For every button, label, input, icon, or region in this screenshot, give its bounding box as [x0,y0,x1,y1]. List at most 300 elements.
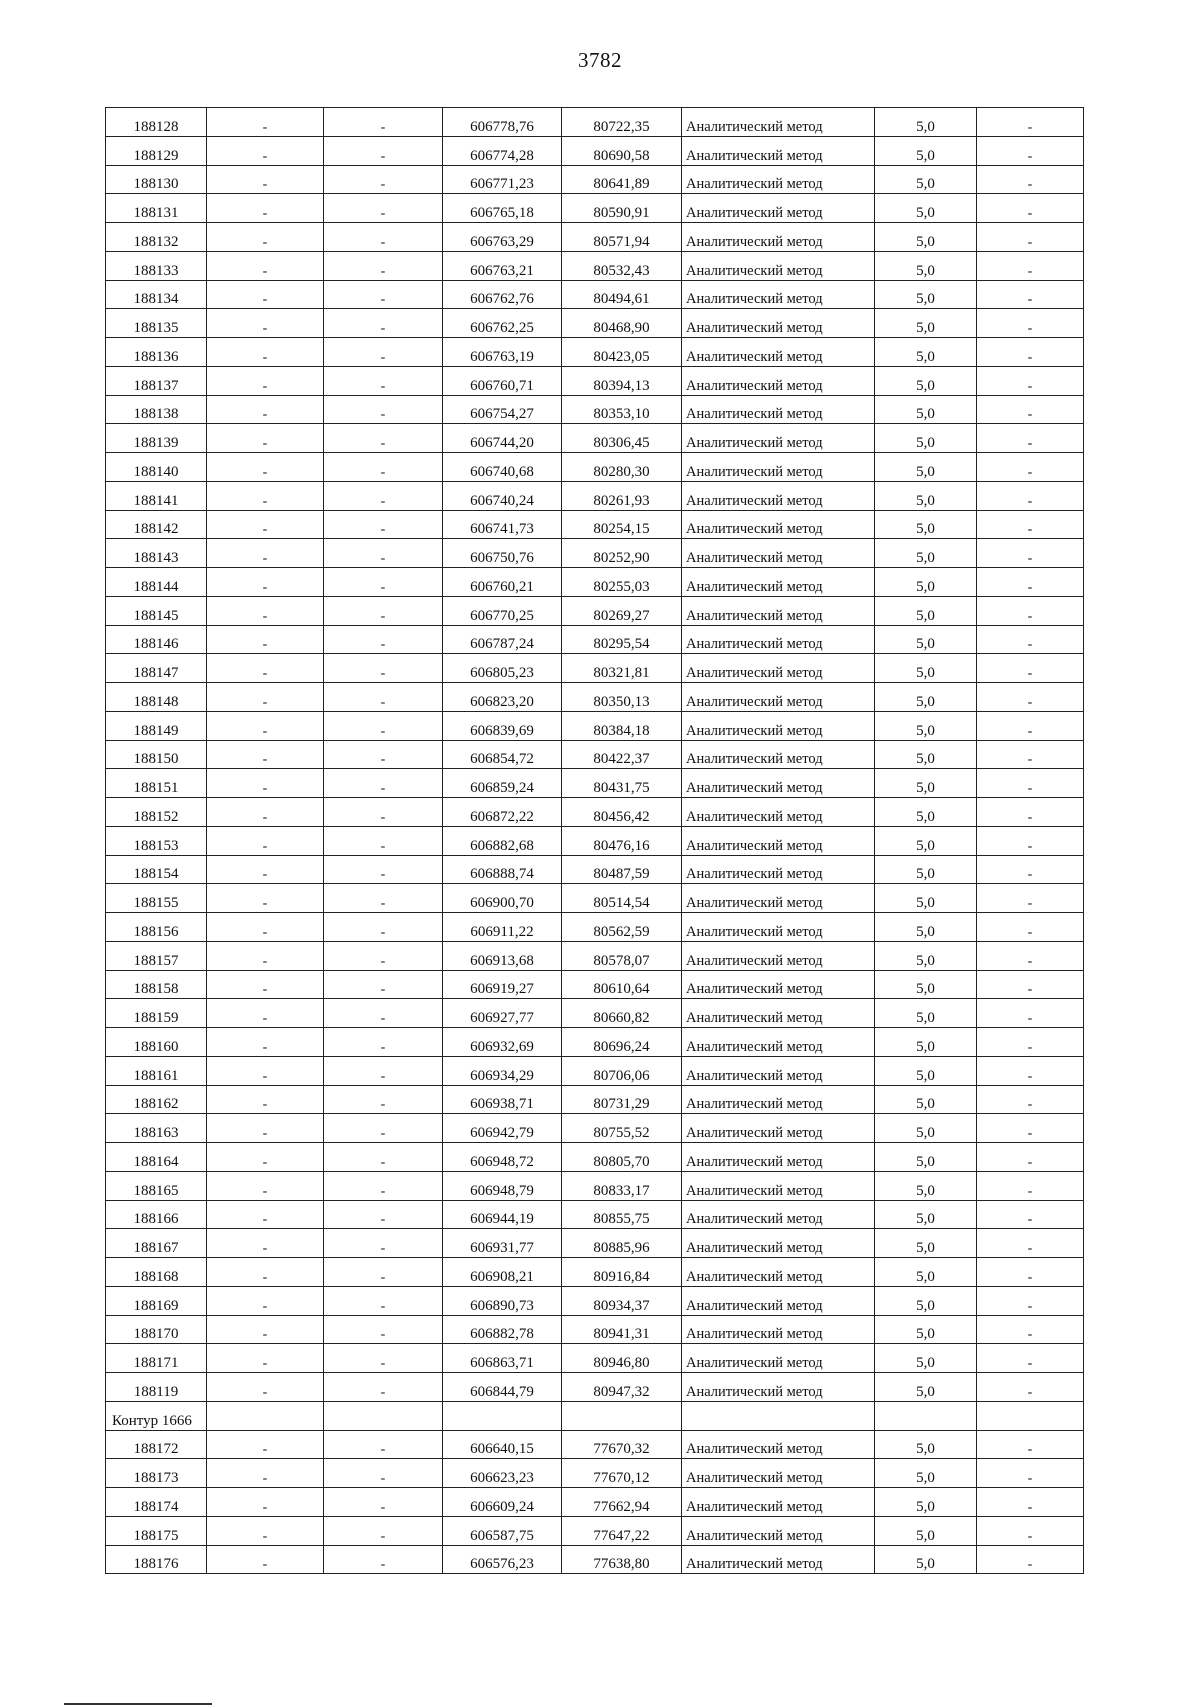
dash-cell: - [977,510,1084,539]
accuracy-cell: 5,0 [875,1114,977,1143]
accuracy-cell: 5,0 [875,1258,977,1287]
table-row [106,1488,1084,1517]
y-coordinate-cell: 80494,61 [562,280,682,309]
y-coordinate-cell: 80731,29 [562,1085,682,1114]
method-cell: Аналитический метод [682,913,875,942]
y-coordinate-cell: 80916,84 [562,1258,682,1287]
x-coordinate-cell: 606640,15 [443,1430,562,1459]
x-coordinate-cell: 606744,20 [443,424,562,453]
empty-cell [977,1401,1084,1430]
method-cell: Аналитический метод [682,1373,875,1402]
x-coordinate-cell: 606805,23 [443,654,562,683]
x-coordinate-cell: 606741,73 [443,510,562,539]
y-coordinate-cell: 80610,64 [562,970,682,999]
table-row [106,855,1084,884]
dash-cell: - [207,596,324,625]
x-coordinate-cell: 606882,68 [443,826,562,855]
accuracy-cell: 5,0 [875,999,977,1028]
accuracy-cell: 5,0 [875,798,977,827]
dash-cell: - [977,424,1084,453]
point-id-cell: 188168 [106,1258,207,1287]
dash-cell: - [977,711,1084,740]
dash-cell: - [977,1028,1084,1057]
dash-cell: - [207,1344,324,1373]
x-coordinate-cell: 606938,71 [443,1085,562,1114]
method-cell: Аналитический метод [682,1545,875,1574]
accuracy-cell: 5,0 [875,1171,977,1200]
point-id-cell: 188136 [106,338,207,367]
point-id-cell: 188134 [106,280,207,309]
dash-cell: - [207,108,324,137]
dash-cell: - [207,1459,324,1488]
table-row [106,1229,1084,1258]
point-id-cell: 188137 [106,366,207,395]
accuracy-cell: 5,0 [875,826,977,855]
dash-cell: - [207,366,324,395]
point-id-cell: 188156 [106,913,207,942]
dash-cell: - [977,683,1084,712]
x-coordinate-cell: 606872,22 [443,798,562,827]
dash-cell: - [977,855,1084,884]
dash-cell: - [207,338,324,367]
table-row [106,1200,1084,1229]
dash-cell: - [207,999,324,1028]
dash-cell: - [977,1056,1084,1085]
dash-cell: - [207,913,324,942]
dash-cell: - [207,826,324,855]
dash-cell: - [977,1344,1084,1373]
dash-cell: - [207,424,324,453]
accuracy-cell: 5,0 [875,1344,977,1373]
y-coordinate-cell: 80941,31 [562,1315,682,1344]
dash-cell: - [977,596,1084,625]
dash-cell: - [324,309,443,338]
table-row [106,970,1084,999]
dash-cell: - [324,539,443,568]
dash-cell: - [977,798,1084,827]
dash-cell: - [207,568,324,597]
table-row [106,625,1084,654]
accuracy-cell: 5,0 [875,1545,977,1574]
dash-cell: - [324,884,443,913]
table-row [106,481,1084,510]
y-coordinate-cell: 80476,16 [562,826,682,855]
point-id-cell: 188119 [106,1373,207,1402]
y-coordinate-cell: 80394,13 [562,366,682,395]
point-id-cell: 188129 [106,136,207,165]
coordinates-table-body [106,108,1084,1574]
dash-cell: - [977,223,1084,252]
x-coordinate-cell: 606888,74 [443,855,562,884]
table-row [106,1286,1084,1315]
point-id-cell: 188164 [106,1143,207,1172]
dash-cell: - [324,999,443,1028]
method-cell: Аналитический метод [682,510,875,539]
method-cell: Аналитический метод [682,884,875,913]
dash-cell: - [207,1488,324,1517]
dash-cell: - [977,1373,1084,1402]
dash-cell: - [324,1315,443,1344]
dash-cell: - [324,826,443,855]
dash-cell: - [324,395,443,424]
y-coordinate-cell: 80350,13 [562,683,682,712]
dash-cell: - [977,338,1084,367]
x-coordinate-cell: 606890,73 [443,1286,562,1315]
dash-cell: - [324,1488,443,1517]
dash-cell: - [324,683,443,712]
x-coordinate-cell: 606576,23 [443,1545,562,1574]
dash-cell: - [977,1430,1084,1459]
y-coordinate-cell: 80269,27 [562,596,682,625]
y-coordinate-cell: 80855,75 [562,1200,682,1229]
dash-cell: - [207,769,324,798]
x-coordinate-cell: 606787,24 [443,625,562,654]
accuracy-cell: 5,0 [875,1373,977,1402]
method-cell: Аналитический метод [682,941,875,970]
point-id-cell: 188175 [106,1516,207,1545]
table-row [106,1114,1084,1143]
x-coordinate-cell: 606740,24 [443,481,562,510]
method-cell: Аналитический метод [682,1286,875,1315]
point-id-cell: 188145 [106,596,207,625]
point-id-cell: 188161 [106,1056,207,1085]
table-row [106,1545,1084,1574]
accuracy-cell: 5,0 [875,136,977,165]
dash-cell: - [324,1430,443,1459]
accuracy-cell: 5,0 [875,1286,977,1315]
method-cell: Аналитический метод [682,395,875,424]
method-cell: Аналитический метод [682,970,875,999]
x-coordinate-cell: 606863,71 [443,1344,562,1373]
dash-cell: - [977,453,1084,482]
y-coordinate-cell: 80571,94 [562,223,682,252]
x-coordinate-cell: 606770,25 [443,596,562,625]
table-row [106,913,1084,942]
x-coordinate-cell: 606900,70 [443,884,562,913]
y-coordinate-cell: 80254,15 [562,510,682,539]
table-row [106,510,1084,539]
x-coordinate-cell: 606934,29 [443,1056,562,1085]
dash-cell: - [324,251,443,280]
table-row [106,395,1084,424]
accuracy-cell: 5,0 [875,1488,977,1517]
dash-cell: - [207,395,324,424]
dash-cell: - [207,1143,324,1172]
y-coordinate-cell: 80755,52 [562,1114,682,1143]
accuracy-cell: 5,0 [875,1459,977,1488]
accuracy-cell: 5,0 [875,913,977,942]
accuracy-cell: 5,0 [875,481,977,510]
dash-cell: - [207,1545,324,1574]
dash-cell: - [977,1200,1084,1229]
method-cell: Аналитический метод [682,539,875,568]
y-coordinate-cell: 77647,22 [562,1516,682,1545]
method-cell: Аналитический метод [682,223,875,252]
method-cell: Аналитический метод [682,1488,875,1517]
y-coordinate-cell: 80468,90 [562,309,682,338]
table-row [106,453,1084,482]
table-row [106,165,1084,194]
accuracy-cell: 5,0 [875,1430,977,1459]
y-coordinate-cell: 80562,59 [562,913,682,942]
point-id-cell: 188151 [106,769,207,798]
table-row [106,568,1084,597]
table-row [106,194,1084,223]
dash-cell: - [324,798,443,827]
y-coordinate-cell: 80947,32 [562,1373,682,1402]
x-coordinate-cell: 606774,28 [443,136,562,165]
method-cell: Аналитический метод [682,769,875,798]
method-cell: Аналитический метод [682,1258,875,1287]
accuracy-cell: 5,0 [875,596,977,625]
accuracy-cell: 5,0 [875,568,977,597]
method-cell: Аналитический метод [682,280,875,309]
table-row [106,1143,1084,1172]
accuracy-cell: 5,0 [875,654,977,683]
table-row [106,1258,1084,1287]
y-coordinate-cell: 80431,75 [562,769,682,798]
point-id-cell: 188144 [106,568,207,597]
table-row [106,251,1084,280]
point-id-cell: 188131 [106,194,207,223]
empty-cell [875,1401,977,1430]
accuracy-cell: 5,0 [875,1143,977,1172]
method-cell: Аналитический метод [682,654,875,683]
method-cell: Аналитический метод [682,309,875,338]
point-id-cell: 188165 [106,1171,207,1200]
dash-cell: - [207,654,324,683]
method-cell: Аналитический метод [682,1516,875,1545]
method-cell: Аналитический метод [682,826,875,855]
accuracy-cell: 5,0 [875,366,977,395]
dash-cell: - [207,970,324,999]
y-coordinate-cell: 80660,82 [562,999,682,1028]
method-cell: Аналитический метод [682,596,875,625]
y-coordinate-cell: 80722,35 [562,108,682,137]
table-row [106,1516,1084,1545]
method-cell: Аналитический метод [682,1229,875,1258]
x-coordinate-cell: 606750,76 [443,539,562,568]
accuracy-cell: 5,0 [875,194,977,223]
dash-cell: - [207,251,324,280]
dash-cell: - [324,1056,443,1085]
dash-cell: - [977,539,1084,568]
accuracy-cell: 5,0 [875,855,977,884]
method-cell: Аналитический метод [682,1171,875,1200]
method-cell: Аналитический метод [682,740,875,769]
table-row [106,539,1084,568]
x-coordinate-cell: 606919,27 [443,970,562,999]
point-id-cell: 188142 [106,510,207,539]
dash-cell: - [324,481,443,510]
y-coordinate-cell: 80321,81 [562,654,682,683]
dash-cell: - [324,769,443,798]
table-row [106,424,1084,453]
point-id-cell: 188141 [106,481,207,510]
table-row [106,1430,1084,1459]
method-cell: Аналитический метод [682,1056,875,1085]
dash-cell: - [207,1286,324,1315]
dash-cell: - [324,568,443,597]
dash-cell: - [324,711,443,740]
x-coordinate-cell: 606587,75 [443,1516,562,1545]
y-coordinate-cell: 80353,10 [562,395,682,424]
method-cell: Аналитический метод [682,1459,875,1488]
dash-cell: - [977,568,1084,597]
point-id-cell: 188135 [106,309,207,338]
table-row [106,798,1084,827]
y-coordinate-cell: 80252,90 [562,539,682,568]
y-coordinate-cell: 80255,03 [562,568,682,597]
dash-cell: - [207,453,324,482]
dash-cell: - [977,136,1084,165]
point-id-cell: 188130 [106,165,207,194]
x-coordinate-cell: 606931,77 [443,1229,562,1258]
table-row [106,1171,1084,1200]
dash-cell: - [977,769,1084,798]
accuracy-cell: 5,0 [875,223,977,252]
accuracy-cell: 5,0 [875,711,977,740]
dash-cell: - [977,970,1084,999]
accuracy-cell: 5,0 [875,740,977,769]
table-row [106,1459,1084,1488]
dash-cell: - [324,1516,443,1545]
y-coordinate-cell: 80696,24 [562,1028,682,1057]
empty-cell [324,1401,443,1430]
point-id-cell: 188172 [106,1430,207,1459]
dash-cell: - [207,855,324,884]
method-cell: Аналитический метод [682,481,875,510]
dash-cell: - [324,1286,443,1315]
dash-cell: - [977,165,1084,194]
x-coordinate-cell: 606932,69 [443,1028,562,1057]
dash-cell: - [324,855,443,884]
y-coordinate-cell: 77662,94 [562,1488,682,1517]
dash-cell: - [977,913,1084,942]
point-id-cell: 188128 [106,108,207,137]
dash-cell: - [207,1028,324,1057]
dash-cell: - [977,1286,1084,1315]
x-coordinate-cell: 606944,19 [443,1200,562,1229]
dash-cell: - [324,654,443,683]
table-row [106,309,1084,338]
dash-cell: - [207,1373,324,1402]
dash-cell: - [977,625,1084,654]
dash-cell: - [324,1229,443,1258]
dash-cell: - [324,1171,443,1200]
accuracy-cell: 5,0 [875,280,977,309]
y-coordinate-cell: 80295,54 [562,625,682,654]
dash-cell: - [324,510,443,539]
dash-cell: - [324,1545,443,1574]
method-cell: Аналитический метод [682,251,875,280]
dash-cell: - [207,884,324,913]
x-coordinate-cell: 606778,76 [443,108,562,137]
y-coordinate-cell: 80487,59 [562,855,682,884]
dash-cell: - [977,194,1084,223]
dash-cell: - [207,1258,324,1287]
point-id-cell: 188146 [106,625,207,654]
y-coordinate-cell: 80578,07 [562,941,682,970]
dash-cell: - [977,1229,1084,1258]
dash-cell: - [207,798,324,827]
dash-cell: - [977,481,1084,510]
dash-cell: - [977,1488,1084,1517]
dash-cell: - [207,136,324,165]
point-id-cell: 188158 [106,970,207,999]
point-id-cell: 188170 [106,1315,207,1344]
dash-cell: - [207,510,324,539]
dash-cell: - [324,625,443,654]
y-coordinate-cell: 80261,93 [562,481,682,510]
table-row [106,769,1084,798]
y-coordinate-cell: 80833,17 [562,1171,682,1200]
footer-rule [64,1703,212,1705]
method-cell: Аналитический метод [682,798,875,827]
point-id-cell: 188152 [106,798,207,827]
y-coordinate-cell: 80706,06 [562,1056,682,1085]
point-id-cell: 188176 [106,1545,207,1574]
coordinates-table [105,107,1084,1574]
y-coordinate-cell: 80934,37 [562,1286,682,1315]
dash-cell: - [977,654,1084,683]
accuracy-cell: 5,0 [875,251,977,280]
dash-cell: - [324,136,443,165]
x-coordinate-cell: 606948,79 [443,1171,562,1200]
x-coordinate-cell: 606762,25 [443,309,562,338]
method-cell: Аналитический метод [682,136,875,165]
point-id-cell: 188162 [106,1085,207,1114]
point-id-cell: 188133 [106,251,207,280]
dash-cell: - [207,223,324,252]
dash-cell: - [324,740,443,769]
dash-cell: - [207,711,324,740]
x-coordinate-cell: 606763,19 [443,338,562,367]
accuracy-cell: 5,0 [875,1200,977,1229]
dash-cell: - [324,108,443,137]
dash-cell: - [977,999,1084,1028]
dash-cell: - [977,251,1084,280]
dash-cell: - [977,1143,1084,1172]
method-cell: Аналитический метод [682,1114,875,1143]
y-coordinate-cell: 80306,45 [562,424,682,453]
accuracy-cell: 5,0 [875,625,977,654]
dash-cell: - [207,1200,324,1229]
y-coordinate-cell: 80423,05 [562,338,682,367]
dash-cell: - [977,366,1084,395]
method-cell: Аналитический метод [682,625,875,654]
accuracy-cell: 5,0 [875,510,977,539]
dash-cell: - [977,1545,1084,1574]
point-id-cell: 188140 [106,453,207,482]
dash-cell: - [207,740,324,769]
table-row [106,366,1084,395]
accuracy-cell: 5,0 [875,539,977,568]
table-row [106,1028,1084,1057]
dash-cell: - [324,596,443,625]
table-row [106,1344,1084,1373]
method-cell: Аналитический метод [682,1344,875,1373]
dash-cell: - [207,539,324,568]
x-coordinate-cell: 606623,23 [443,1459,562,1488]
table-row [106,223,1084,252]
table-row [106,941,1084,970]
dash-cell: - [207,1430,324,1459]
x-coordinate-cell: 606762,76 [443,280,562,309]
dash-cell: - [324,1459,443,1488]
x-coordinate-cell: 606948,72 [443,1143,562,1172]
dash-cell: - [977,1258,1084,1287]
